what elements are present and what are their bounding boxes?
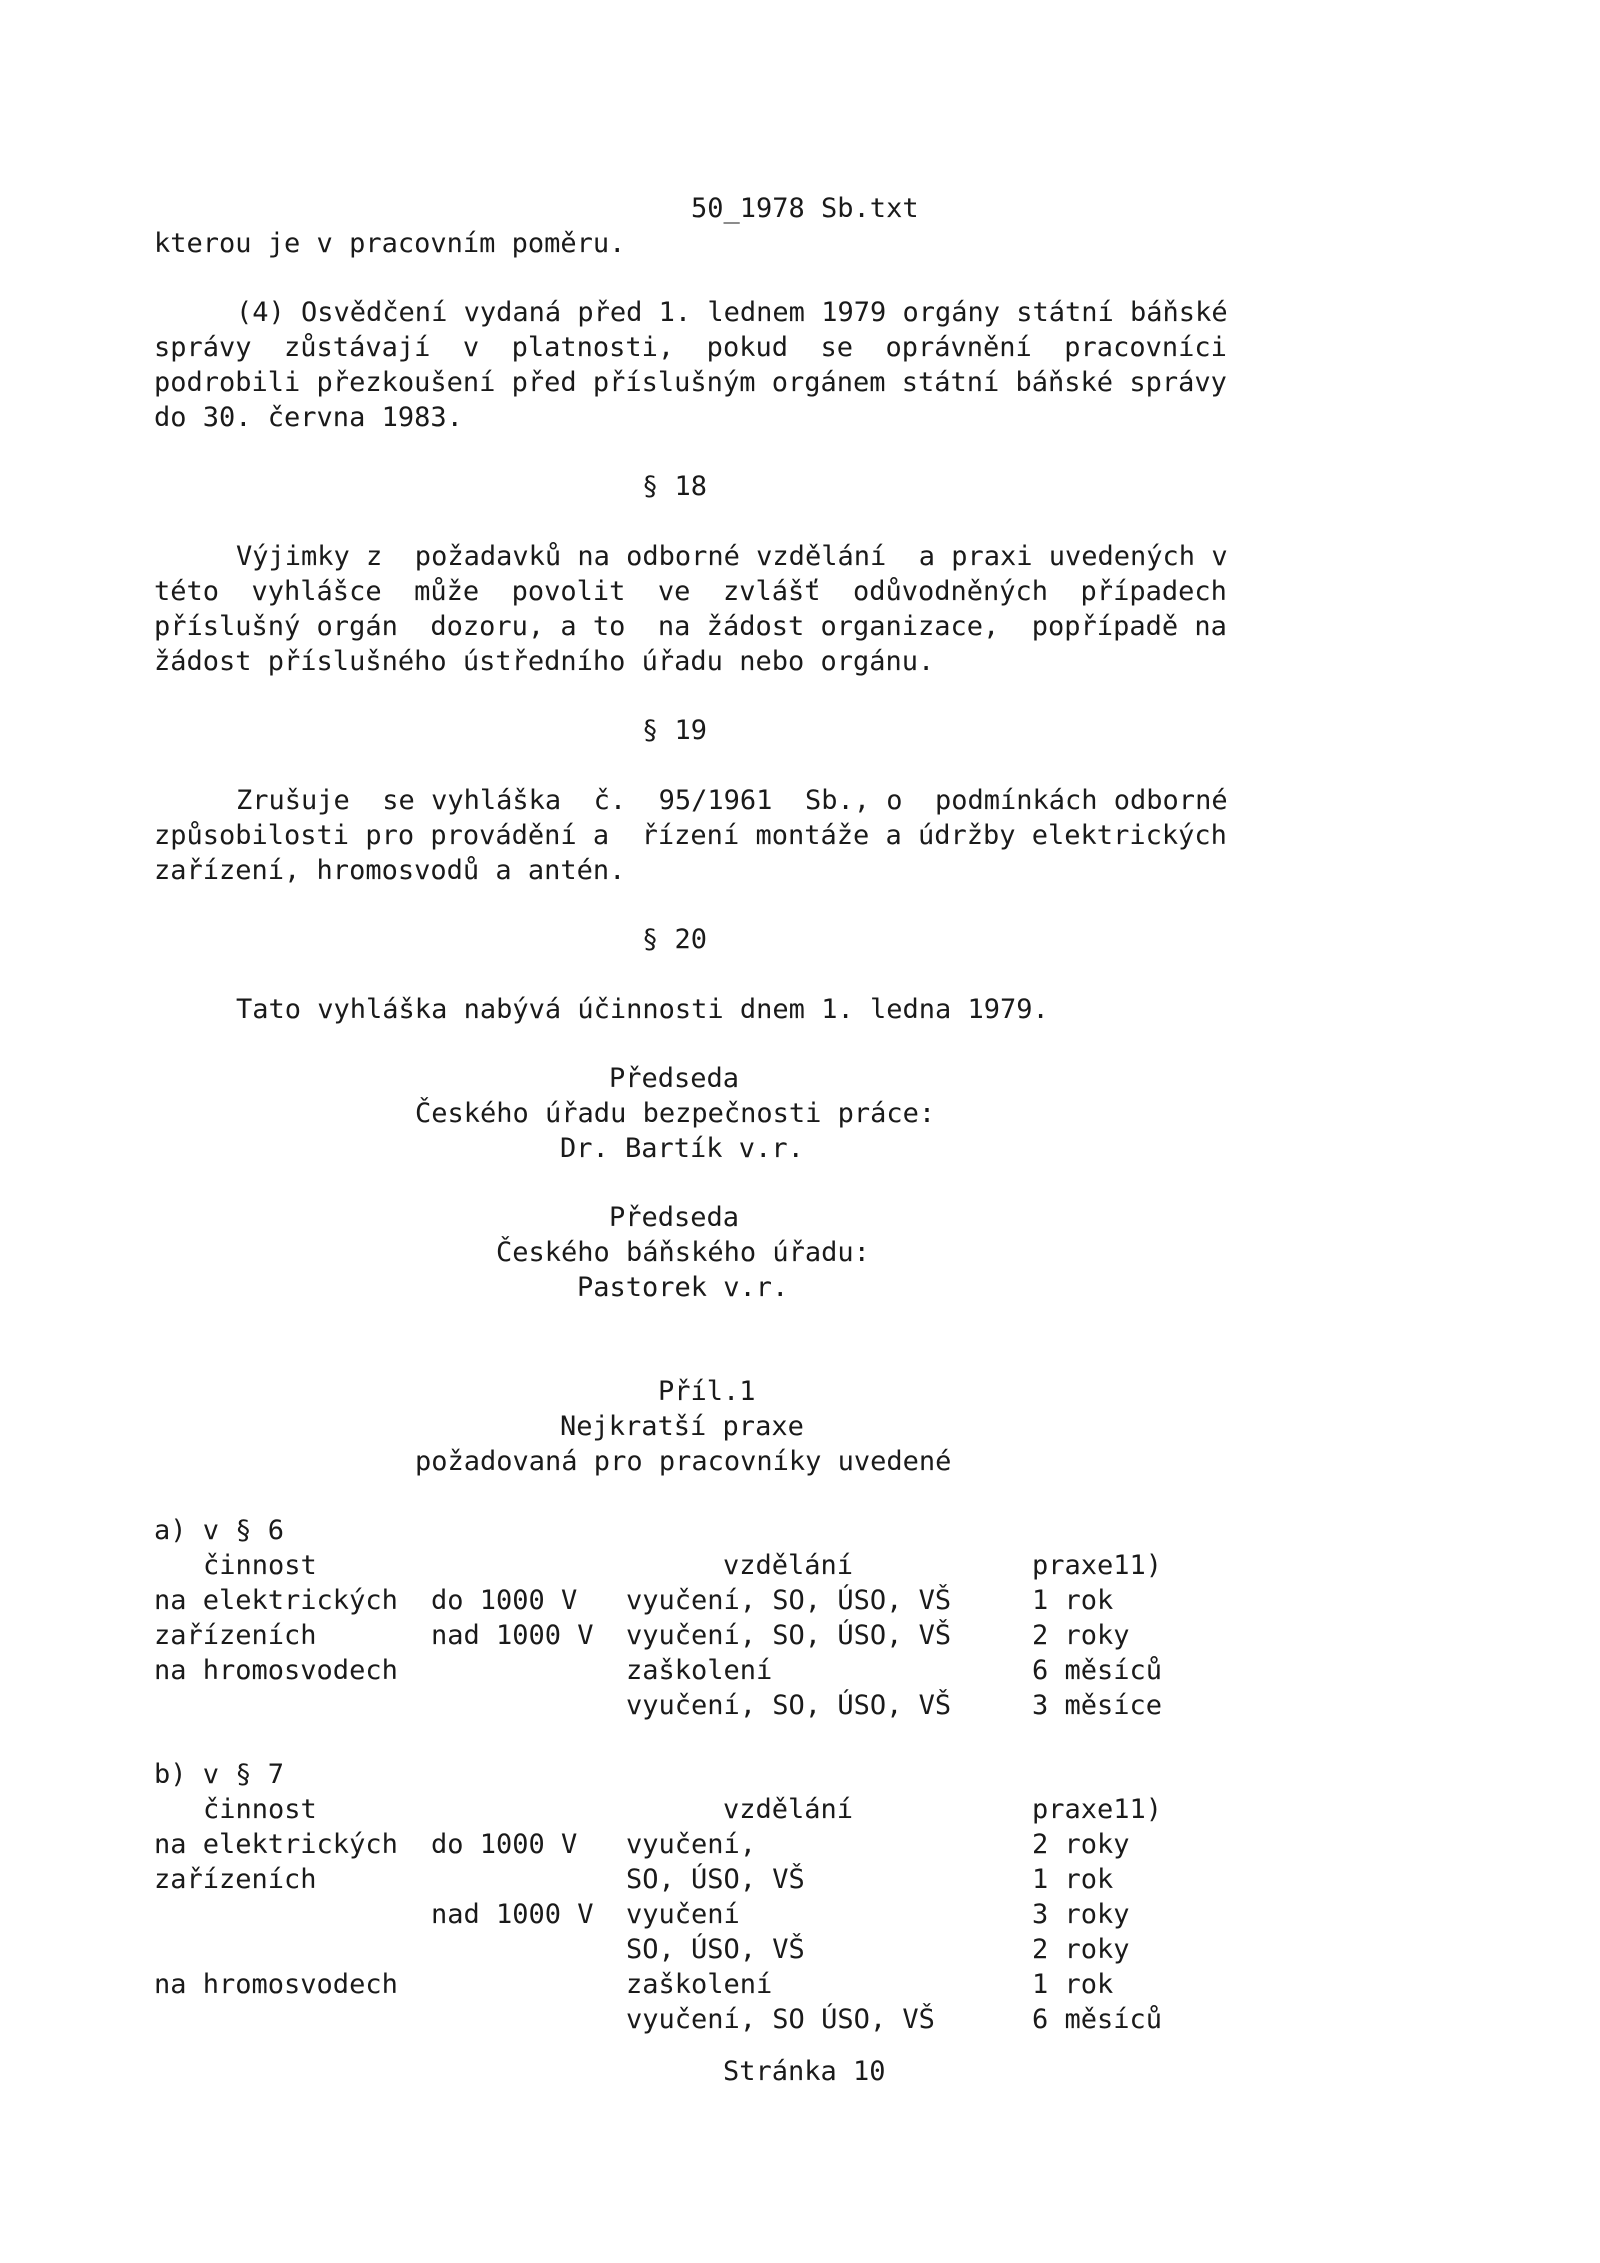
section-18-heading: § 18 [642, 471, 708, 502]
annex-subtitle: požadovaná pro pracovníky uvedené [415, 1446, 952, 1477]
table-a-header-practice: praxe11) [1032, 1550, 1163, 1581]
para-4-line-4: do 30. června 1983. [154, 402, 463, 433]
table-b-row-1-activity: na elektrických [154, 1829, 398, 1860]
table-a-row-4-education: vyučení, SO, ÚSO, VŠ [626, 1690, 952, 1721]
section-18-line-3: příslušný orgán dozoru, a to na žádost organizace, popřípadě na [154, 611, 1227, 642]
table-b-row-3-practice: 3 roky [1032, 1899, 1130, 1930]
table-b-heading: b) v § 7 [154, 1759, 285, 1790]
section-18-line-4: žádost příslušného ústředního úřadu nebo orgánu. [154, 646, 935, 677]
table-b-row-1-education: vyučení, [626, 1829, 757, 1860]
table-a-row-4-practice: 3 měsíce [1032, 1690, 1163, 1721]
table-a-row-2-activity: zařízeních [154, 1620, 317, 1651]
signature-1-title: Předseda [609, 1063, 740, 1094]
table-b-row-2-education: SO, ÚSO, VŠ [626, 1864, 805, 1895]
section-19-heading: § 19 [642, 715, 708, 746]
page-number: Stránka 10 [723, 2056, 886, 2087]
document-filename: 50_1978 Sb.txt [691, 193, 919, 224]
table-b-row-1-voltage: do 1000 V [431, 1829, 578, 1860]
table-b-row-5-practice: 1 rok [1032, 1969, 1114, 2000]
table-b-row-3-education: vyučení [626, 1899, 740, 1930]
table-b-header-education: vzdělání [723, 1794, 854, 1825]
table-a-row-1-education: vyučení, SO, ÚSO, VŠ [626, 1585, 952, 1616]
table-a-row-1-activity: na elektrických [154, 1585, 398, 1616]
table-b-row-5-education: zaškolení [626, 1969, 773, 2000]
table-a-row-2-education: vyučení, SO, ÚSO, VŠ [626, 1620, 952, 1651]
table-b-row-6-education: vyučení, SO ÚSO, VŠ [626, 2004, 935, 2035]
table-a-header-activity: činnost [203, 1550, 317, 1581]
annex-label: Příl.1 [658, 1376, 756, 1407]
previous-section-tail: kterou je v pracovním poměru. [154, 228, 626, 259]
table-b-row-1-practice: 2 roky [1032, 1829, 1130, 1860]
section-18-line-2: této vyhlášce může povolit ve zvlášť odůvodněných případech [154, 576, 1227, 607]
signature-2-title: Předseda [609, 1202, 740, 1233]
table-b-row-4-practice: 2 roky [1032, 1934, 1130, 1965]
section-19-line-3: zařízení, hromosvodů a antén. [154, 855, 626, 886]
para-4-line-3: podrobili přezkoušení před příslušným orgánem státní báňské správy [154, 367, 1227, 398]
section-19-line-1: Zrušuje se vyhláška č. 95/1961 Sb., o podmínkách odborné [236, 785, 1228, 816]
table-b-row-6-practice: 6 měsíců [1032, 2004, 1163, 2035]
table-a-heading: a) v § 6 [154, 1515, 285, 1546]
table-b-row-4-education: SO, ÚSO, VŠ [626, 1934, 805, 1965]
para-4-line-1: (4) Osvědčení vydaná před 1. lednem 1979 orgány státní báňské [236, 297, 1228, 328]
table-a-row-2-practice: 2 roky [1032, 1620, 1130, 1651]
table-b-header-activity: činnost [203, 1794, 317, 1825]
table-a-row-3-education: zaškolení [626, 1655, 773, 1686]
table-a-header-education: vzdělání [723, 1550, 854, 1581]
section-20-line-1: Tato vyhláška nabývá účinnosti dnem 1. ledna 1979. [236, 994, 1049, 1025]
section-18-line-1: Výjimky z požadavků na odborné vzdělání a praxi uvedených v [236, 541, 1228, 572]
table-a-row-1-practice: 1 rok [1032, 1585, 1114, 1616]
annex-title: Nejkratší praxe [560, 1411, 804, 1442]
table-a-row-3-practice: 6 měsíců [1032, 1655, 1163, 1686]
table-b-row-5-activity: na hromosvodech [154, 1969, 398, 2000]
table-a-row-2-voltage: nad 1000 V [431, 1620, 594, 1651]
table-a-row-1-voltage: do 1000 V [431, 1585, 578, 1616]
table-b-row-2-activity: zařízeních [154, 1864, 317, 1895]
table-b-row-3-voltage: nad 1000 V [431, 1899, 594, 1930]
section-20-heading: § 20 [642, 924, 708, 955]
signature-2-office: Českého báňského úřadu: [496, 1237, 870, 1268]
section-19-line-2: způsobilosti pro provádění a řízení montáže a údržby elektrických [154, 820, 1227, 851]
table-b-header-practice: praxe11) [1032, 1794, 1163, 1825]
signature-1-office: Českého úřadu bezpečnosti práce: [415, 1098, 936, 1129]
signature-1-name: Dr. Bartík v.r. [560, 1133, 804, 1164]
table-a-row-3-activity: na hromosvodech [154, 1655, 398, 1686]
signature-2-name: Pastorek v.r. [577, 1272, 789, 1303]
table-b-row-2-practice: 1 rok [1032, 1864, 1114, 1895]
para-4-line-2: správy zůstávají v platnosti, pokud se oprávnění pracovníci [154, 332, 1227, 363]
